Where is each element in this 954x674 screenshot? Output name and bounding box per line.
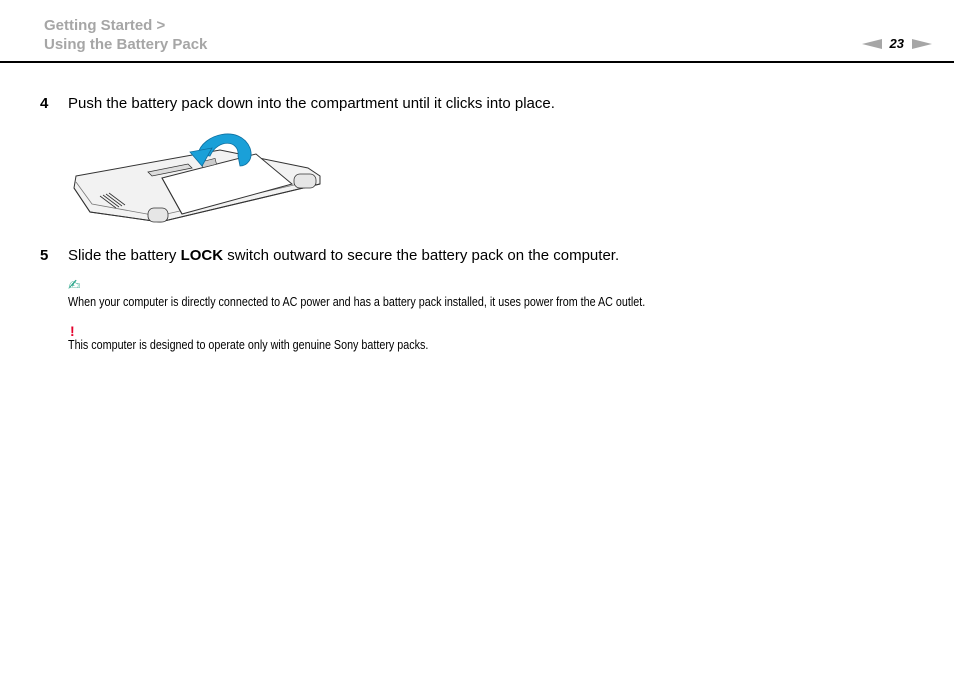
page-navigation	[862, 36, 932, 51]
note-text: When your computer is directly connected to AC power and has a battery pack installed, it uses power from the AC outlet.	[68, 295, 646, 309]
warning-text: This computer is designed to operate only with genuine Sony battery packs.	[68, 338, 429, 352]
next-page-icon[interactable]	[912, 39, 932, 49]
step-text: Slide the battery LOCK switch outward to secure the battery pack on the computer.	[68, 247, 620, 264]
exclamation-icon: !	[70, 323, 75, 339]
battery-insertion-illustration	[70, 126, 322, 228]
step-number: 4	[40, 95, 49, 112]
step-text: Push the battery pack down into the compartment until it clicks into place.	[68, 95, 555, 112]
step-4	[40, 95, 555, 113]
header-divider	[0, 61, 954, 63]
step-5	[40, 247, 619, 265]
page-number: 23	[889, 36, 904, 51]
breadcrumb-current[interactable]: Using the Battery Pack	[44, 36, 208, 53]
breadcrumb	[44, 16, 207, 54]
lock-label: LOCK	[180, 247, 224, 264]
pencil-note-icon: ✍	[68, 277, 81, 294]
previous-page-icon[interactable]	[862, 39, 882, 49]
breadcrumb-parent[interactable]: Getting Started >	[44, 17, 166, 34]
step-number: 5	[40, 247, 49, 264]
